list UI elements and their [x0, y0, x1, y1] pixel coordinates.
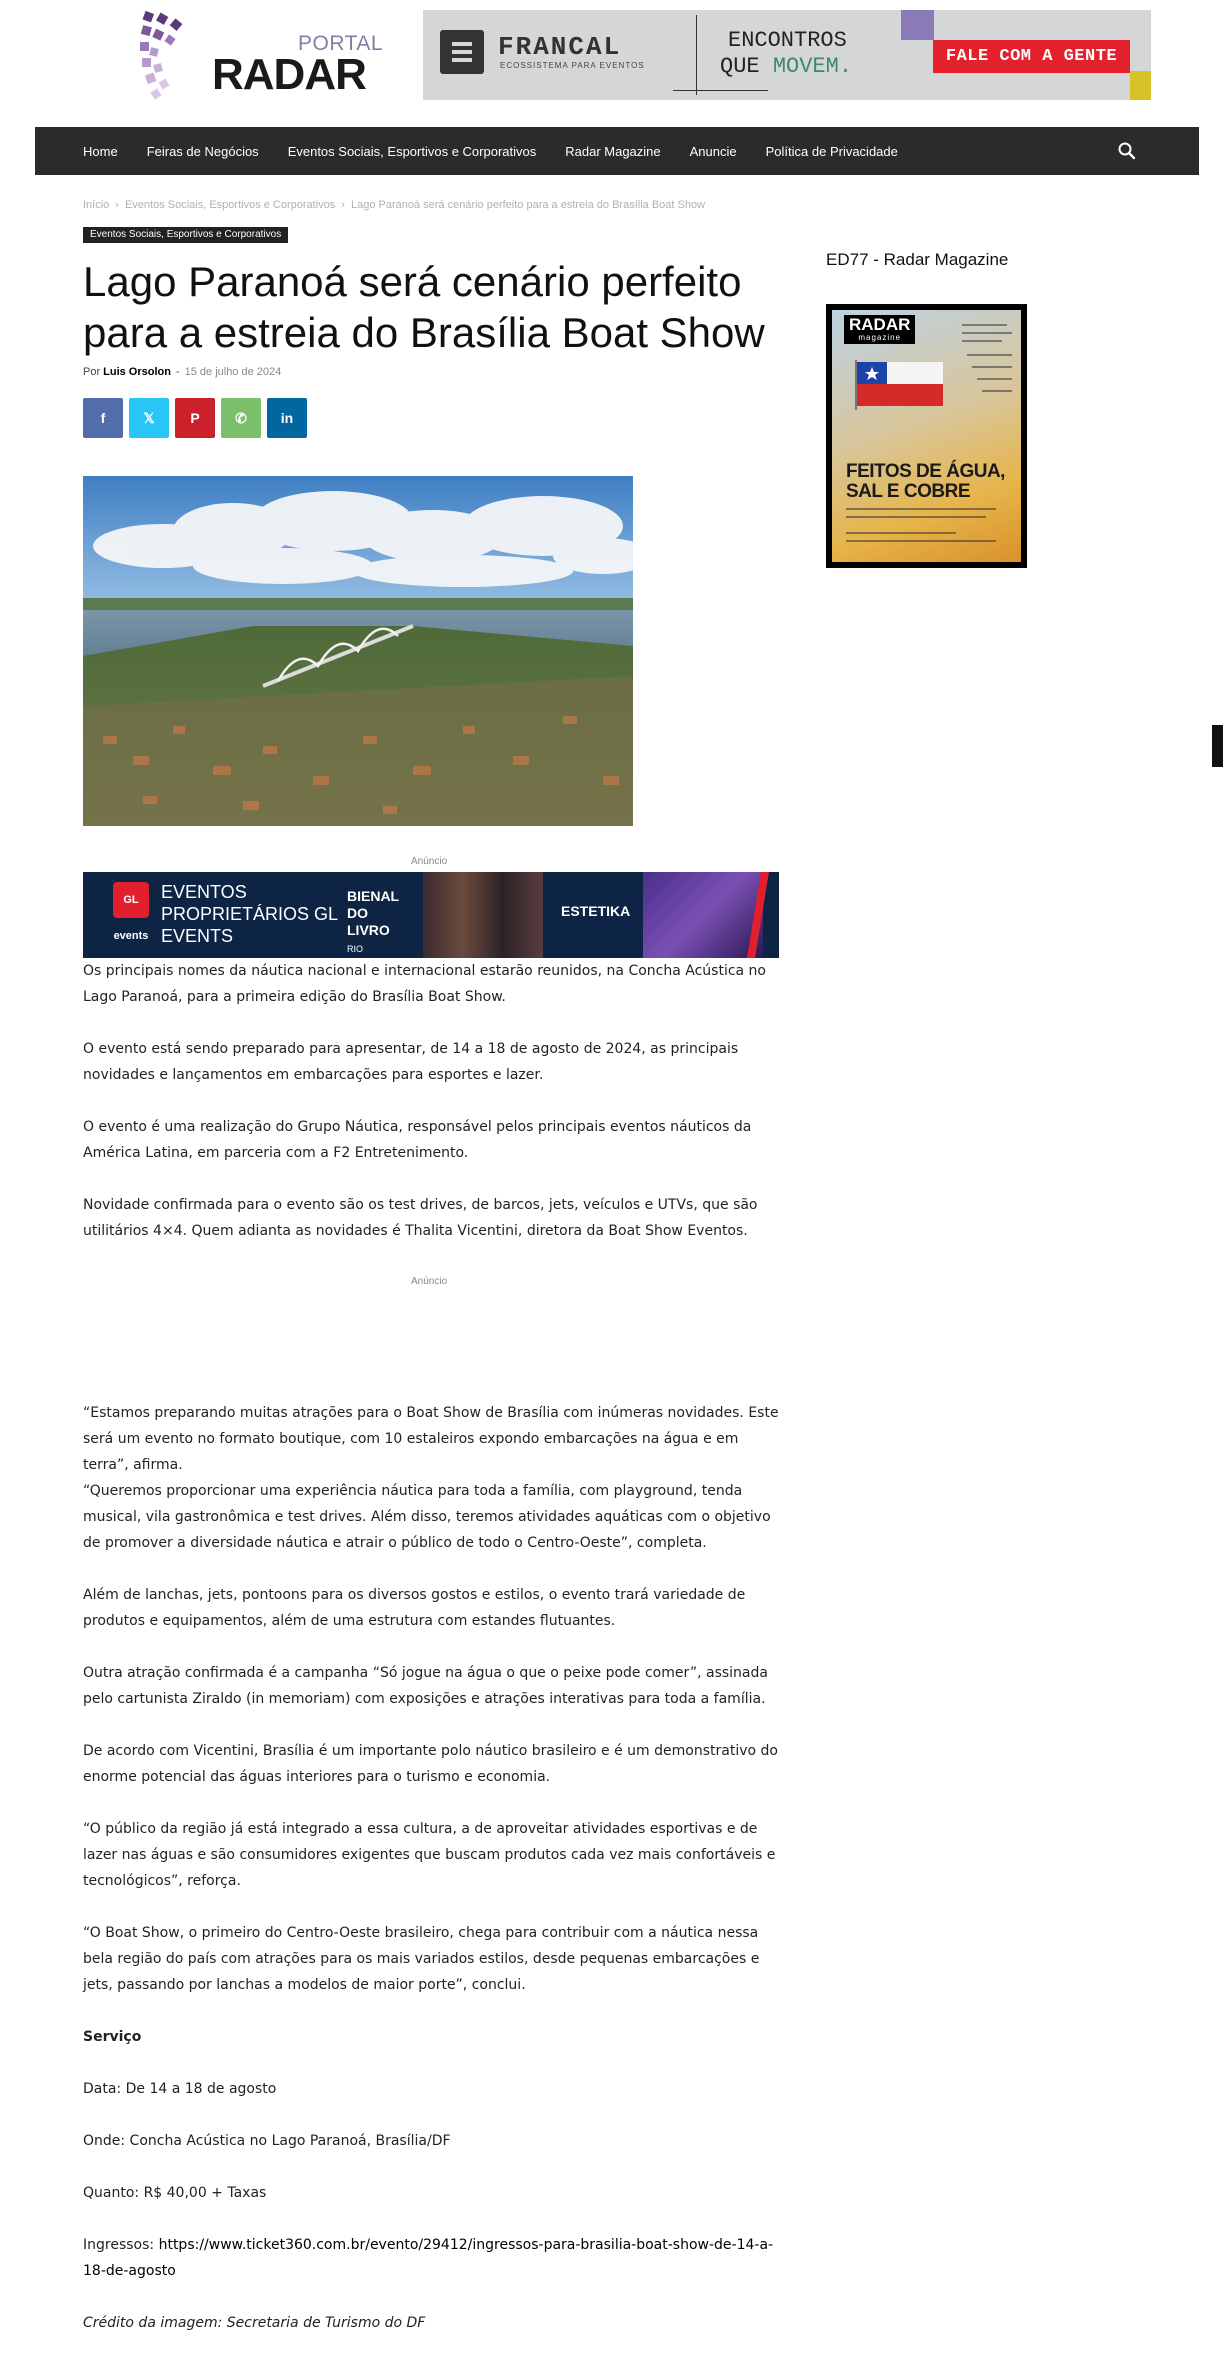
main-nav [35, 127, 1199, 175]
article-paragraph: “O público da região já está integrado a essa cultura, a de aproveitar atividades esportivas e de lazer nas águas e são consumidores exigentes que buscam produtos cada vez mais confortáveis e tecnológicos”, reforça. [83, 1821, 776, 1889]
tickets-link[interactable]: https://www.ticket360.com.br/evento/29412/ingressos-para-brasilia-boat-show-de-14-a-18-de-agosto [83, 2237, 774, 2279]
ad-label: Anúncio [411, 856, 448, 867]
ad-label: Anúncio [411, 1276, 448, 1287]
article-paragraph: “Estamos preparando muitas atrações para o Boat Show de Brasília com inúmeras novidades. Este será um evento no formato boutique, com 10 estaleiros expondo embarcações na água e em terra”, afirma. [83, 1405, 779, 1473]
article-paragraph: O evento está sendo preparado para apresentar, de 14 a 18 de agosto de 2024, as principais novidades e lançamentos em embarcações para esportes e lazer. [83, 1041, 739, 1083]
ad-estetika: ESTETIKA [561, 903, 631, 919]
nav-item-privacidade[interactable]: Política de Privacidade [765, 143, 898, 159]
ad-brand: FRANCAL [498, 32, 622, 62]
article-paragraph: Outra atração confirmada é a campanha “Só jogue na água o que o peixe pode comer”, assinada pelo cartunista Ziraldo (in memoriam) com exposições e atrações interativas para toda a família. [83, 1665, 768, 1707]
ad-divider [696, 15, 697, 95]
breadcrumb-separator: › [341, 199, 345, 211]
category-badge[interactable]: Eventos Sociais, Esportivos e Corporativos [83, 227, 288, 243]
breadcrumb-category[interactable]: Eventos Sociais, Esportivos e Corporativos [124, 199, 336, 211]
ad-photo [423, 872, 543, 958]
article-paragraph: De acordo com Vicentini, Brasília é um importante polo náutico brasileiro e é um demonstrativo do enorme potencial das águas interiores para o turismo e economia. [83, 1743, 778, 1785]
ad-stripe [743, 872, 779, 958]
ad-cta-button[interactable]: FALE COM A GENTE [933, 40, 1130, 73]
ad-divider [673, 90, 768, 91]
linkedin-share-button[interactable]: in [267, 398, 307, 438]
meta-separator: - [175, 366, 180, 378]
image-credit: Crédito da imagem: Secretaria de Turismo do DF [83, 2315, 426, 2331]
by-label: Por [83, 366, 101, 378]
gl-events-ad-banner[interactable] [83, 872, 779, 958]
nav-item-eventos[interactable]: Eventos Sociais, Esportivos e Corporativos [287, 143, 537, 159]
service-heading: Serviço [83, 2029, 142, 2045]
ad-line2: QUE MOVEM. [720, 54, 853, 79]
whatsapp-share-button[interactable]: ✆ [221, 398, 261, 438]
magazine-headline: FEITOS DE ÁGUA, SAL E COBRE [846, 461, 1005, 502]
article-paragraph: O evento é uma realização do Grupo Náutica, responsável pelos principais eventos náuticos da América Latina, em parceria com a F2 Entretenimento. [83, 1119, 752, 1161]
author-link[interactable]: Luis Orsolon [103, 366, 171, 378]
site-logo[interactable] [140, 10, 384, 104]
logo-radar-text: RADAR [212, 50, 366, 99]
logo-swirl-icon [140, 10, 220, 104]
article-paragraph: “O Boat Show, o primeiro do Centro-Oeste brasileiro, chega para contribuir com a náutica nessa bela região do país com atrações para os mais variados estilos, desde pequenas embarcações e jets, passando por lanchas a modelos de maior porte”, conclui. [83, 1925, 760, 1993]
magazine-logo: RADAR magazine [844, 315, 915, 344]
article-paragraph: Além de lanchas, jets, pontoons para os diversos gostos e estilos, o evento trará variedade de produtos e equipamentos, além de uma estrutura com estandes flutuantes. [83, 1587, 746, 1629]
nav-item-feiras[interactable]: Feiras de Negócios [146, 143, 259, 159]
francal-logo-icon [440, 30, 484, 74]
ad-gl-text: EVENTOS PROPRIETÁRIOS GL EVENTS [161, 882, 338, 946]
ad-line1: ENCONTROS [728, 28, 847, 53]
nav-item-home[interactable]: Home [83, 143, 118, 159]
featured-image [83, 476, 633, 826]
header-ad-banner[interactable] [423, 10, 1151, 100]
article-paragraph: “Queremos proporcionar uma experiência náutica para toda a família, com playground, tenda musical, vila gastronômica e test drives. Além disso, teremos atividades aquáticas com o objetivo de promover a diversidade náutica e atrair o público de todo o Centro-Oeste”, completa. [83, 1483, 771, 1551]
twitter-share-button[interactable]: 𝕏 [129, 398, 169, 438]
post-date: 15 de julho de 2024 [184, 366, 282, 378]
sidebar-title: ED77 - Radar Magazine [826, 250, 1009, 269]
ad-bienal: BIENAL DO LIVRO RIO [347, 888, 399, 954]
breadcrumb [83, 199, 705, 211]
logo-portal-text: PORTAL [298, 32, 384, 55]
facebook-share-button[interactable]: f [83, 398, 123, 438]
article-paragraph: Os principais nomes da náutica nacional e internacional estarão reunidos, na Concha Acústica no Lago Paranoá, para a primeira edição do Brasília Boat Show. [83, 963, 766, 1005]
breadcrumb-current: Lago Paranoá será cenário perfeito para a estreia do Brasília Boat Show [350, 199, 706, 211]
service-location: Onde: Concha Acústica no Lago Paranoá, Brasília/DF [83, 2133, 451, 2149]
magazine-cover[interactable] [826, 304, 1027, 568]
ad-decor-square [901, 10, 934, 40]
service-price: Quanto: R$ 40,00 + Taxas [83, 2185, 267, 2201]
nav-item-magazine[interactable]: Radar Magazine [565, 143, 661, 159]
side-tab[interactable] [1212, 725, 1223, 767]
tickets-label: Ingressos: [83, 2237, 159, 2253]
pinterest-share-button[interactable]: P [175, 398, 215, 438]
gl-events-logo-icon: GL events [113, 882, 149, 918]
breadcrumb-home[interactable]: Início [83, 199, 110, 211]
ad-brand-sub: ECOSSISTEMA PARA EVENTOS [500, 61, 645, 70]
share-bar [83, 398, 307, 438]
service-date: Data: De 14 a 18 de agosto [83, 2081, 277, 2097]
ad-decor-square [1130, 71, 1151, 100]
page-title: Lago Paranoá será cenário perfeito para a estreia do Brasília Boat Show [83, 258, 765, 356]
chile-flag-icon [854, 360, 944, 410]
breadcrumb-separator: › [115, 199, 119, 211]
search-icon[interactable] [1117, 141, 1137, 161]
article-paragraph: Novidade confirmada para o evento são os test drives, de barcos, jets, veículos e UTVs, que são utilitários 4×4. Quem adianta as novidades é Thalita Vicentini, diretora da Boat Show Eventos. [83, 1197, 758, 1239]
service-tickets [83, 2232, 783, 2284]
nav-item-anuncie[interactable]: Anuncie [689, 143, 737, 159]
post-meta [83, 366, 281, 378]
